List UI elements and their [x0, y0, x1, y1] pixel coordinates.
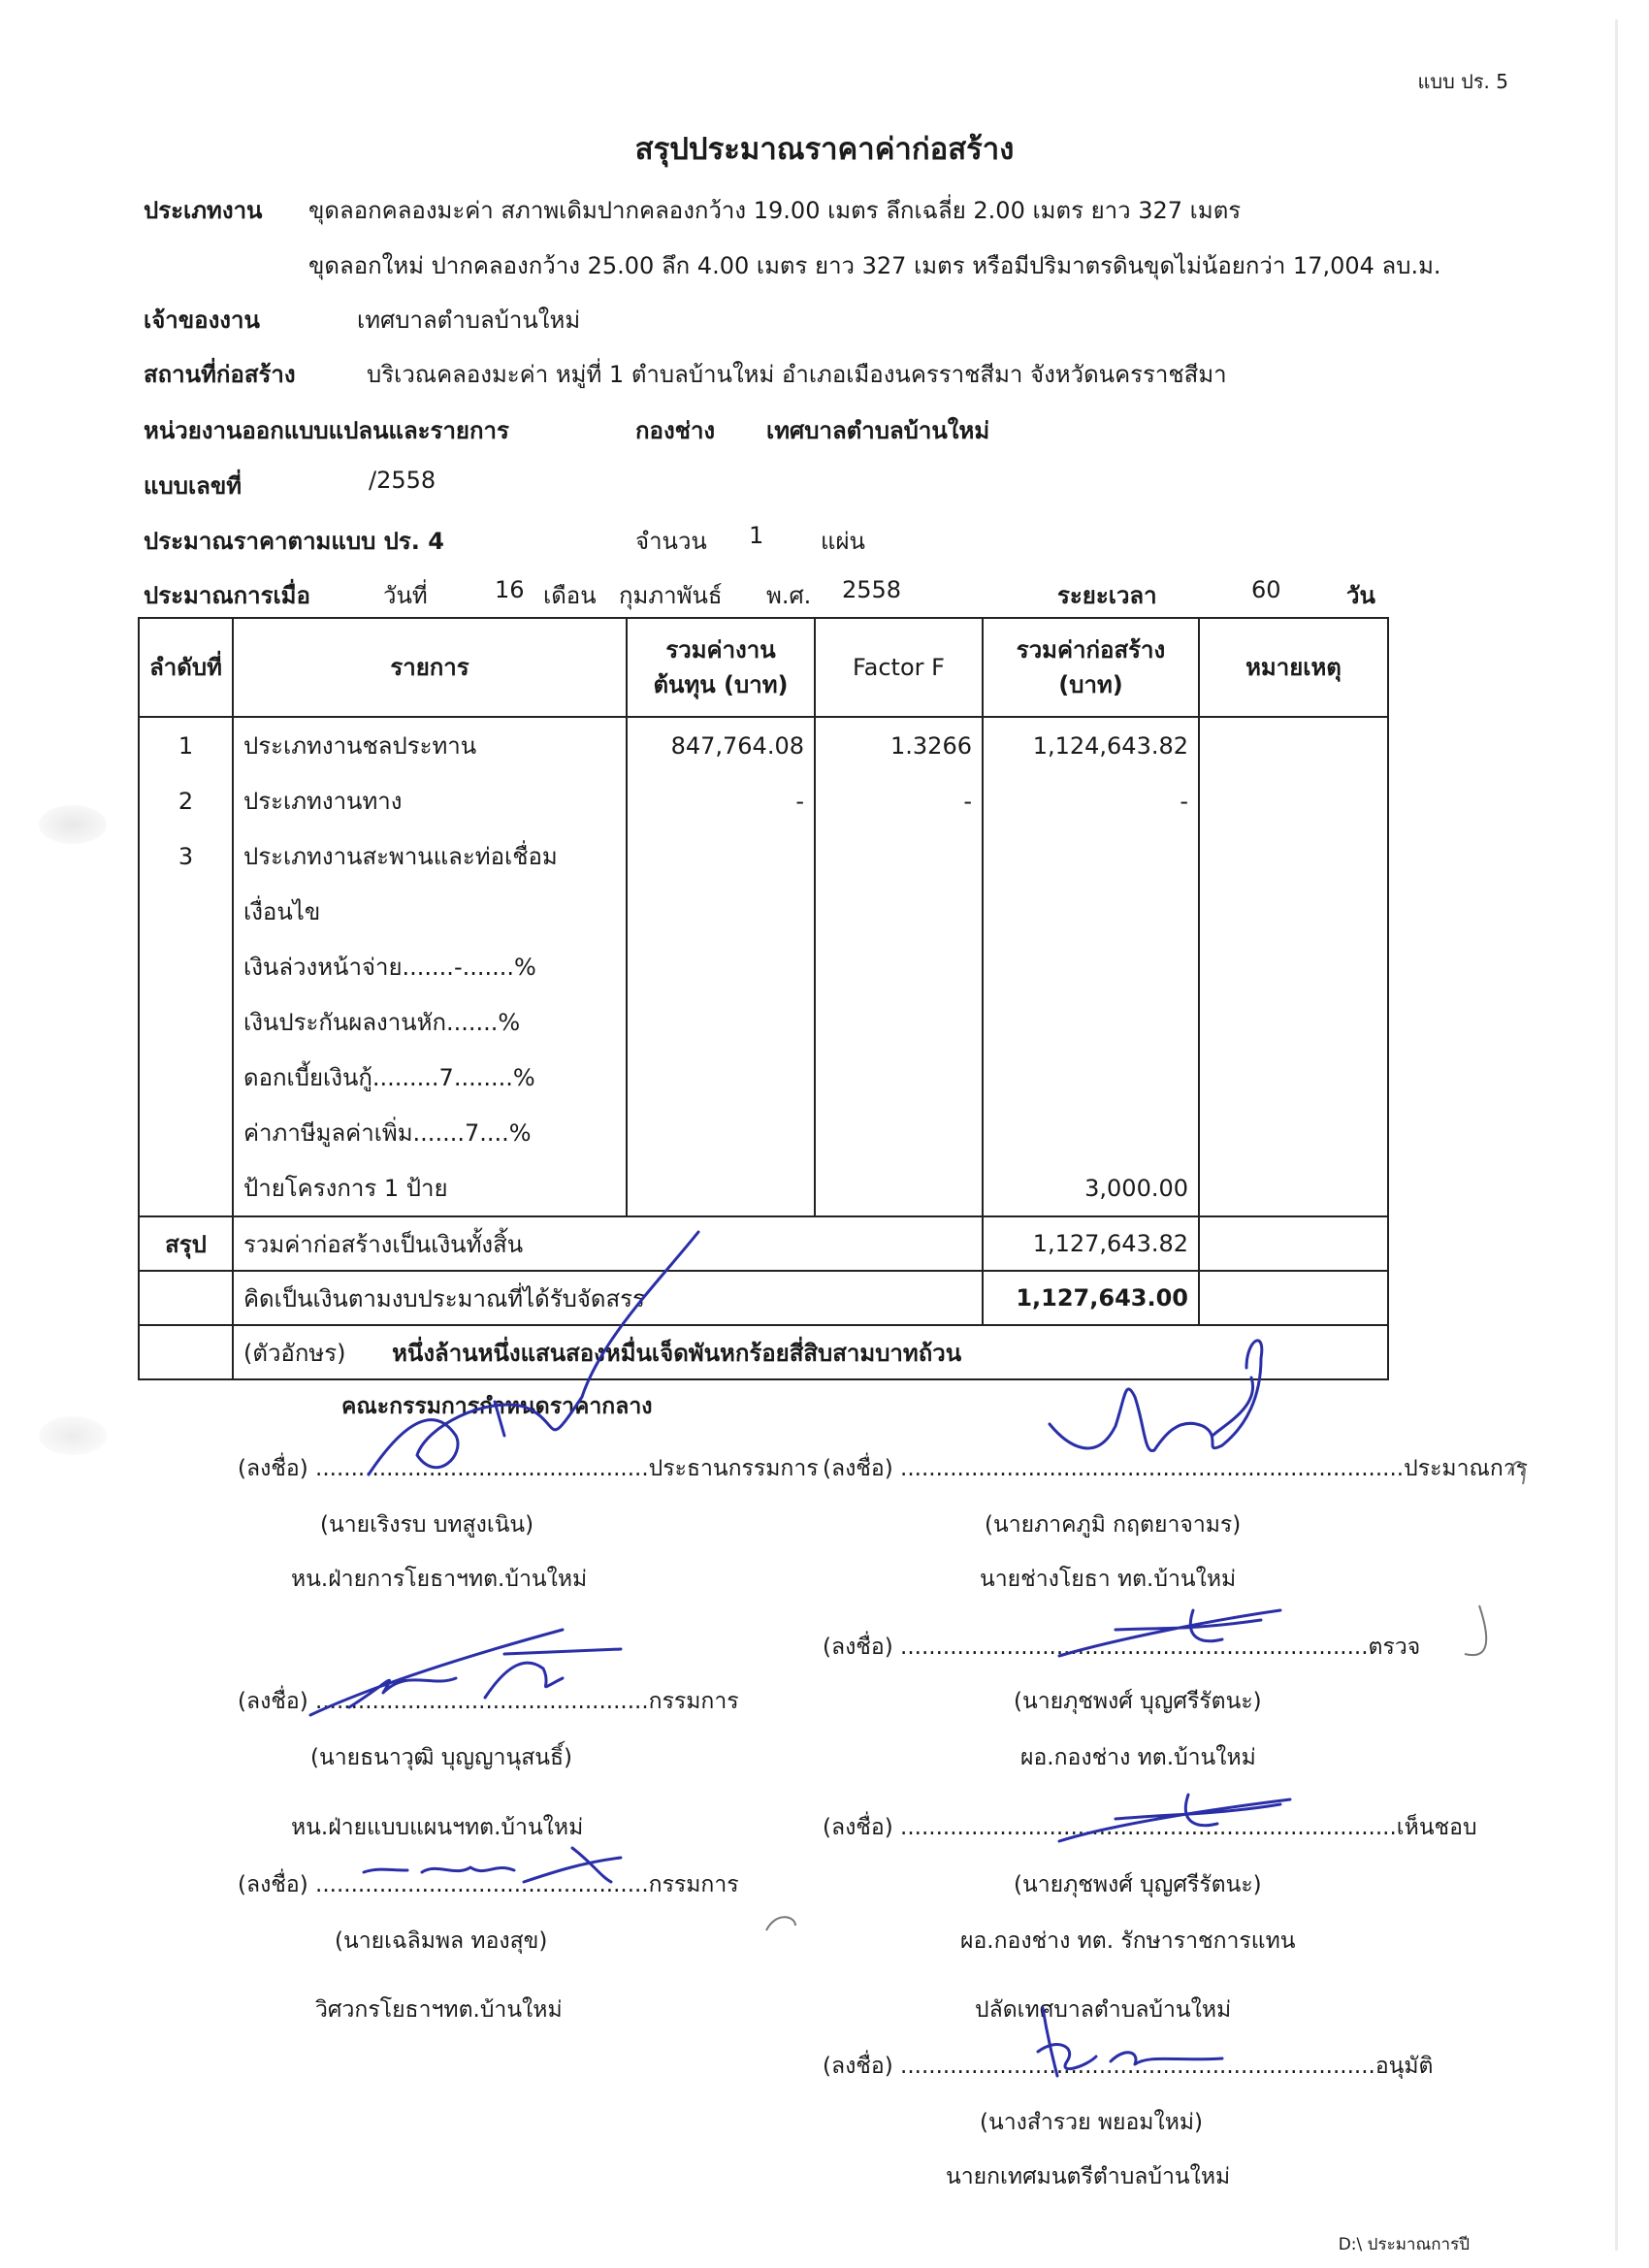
words-blank	[139, 1325, 233, 1379]
month-value: กุมภาพันธ์	[619, 582, 723, 609]
table-row	[139, 994, 1388, 1050]
cell-total	[983, 1050, 1199, 1105]
budget-total: 1,127,643.00	[983, 1271, 1199, 1325]
estimator-position: นายช่างโยธา ทต.บ้านใหม่	[980, 1567, 1237, 1592]
cell-no	[139, 1050, 233, 1105]
page-title: สรุปประมาณราคาค่าก่อสร้าง	[634, 132, 1015, 167]
cell-factor	[815, 828, 983, 884]
cell-item: ประเภทงานทาง	[233, 773, 627, 828]
cell-item: ประเภทงานสะพานและท่อเชื่อม	[233, 828, 627, 884]
summary-total-label: รวมค่าก่อสร้างเป็นเงินทั้งสิ้น	[233, 1216, 983, 1271]
design-unit-dept: กองช่าง	[635, 417, 716, 444]
page-edge	[1615, 19, 1618, 2251]
committee-title: คณะกรรมการกำหนดราคากลาง	[341, 1394, 653, 1419]
member2-role: กรรมการ	[648, 1872, 739, 1897]
cell-remark	[1199, 994, 1388, 1050]
plan-no-value: /2558	[369, 467, 436, 494]
member1-role: กรรมการ	[648, 1689, 739, 1714]
cell-factor	[815, 884, 983, 939]
cell-factor: -	[815, 773, 983, 828]
cell-no	[139, 884, 233, 939]
cell-no	[139, 939, 233, 994]
cell-cost	[627, 884, 815, 939]
member1-position: หน.ฝ่ายแบบแผนฯทต.บ้านใหม่	[291, 1815, 584, 1840]
estimator-role: ประมาณการ	[1404, 1456, 1529, 1481]
summary-total: 1,127,643.82	[983, 1216, 1199, 1271]
estimate-table	[138, 617, 1389, 1380]
job-type-row	[144, 191, 262, 229]
cell-cost: -	[627, 773, 815, 828]
site-value: บริเวณคลองมะค่า หมู่ที่ 1 ตำบลบ้านใหม่ อำเภอเมืองนครราชสีมา จังหวัดนครราชสีมา	[367, 361, 1227, 388]
job-type-line2: ขุดลอกใหม่ ปากคลองกว้าง 25.00 ลึก 4.00 เมตร ยาว 327 เมตร หรือมีปริมาตรดินขุดไม่น้อยกว่า 17,004 ลบ.ม.	[308, 252, 1441, 279]
chair-position: หน.ฝ่ายการโยธาฯทต.บ้านใหม่	[291, 1567, 588, 1592]
words-row	[139, 1325, 1388, 1379]
words-label: (ตัวอักษร)	[243, 1339, 346, 1367]
cell-cost	[627, 1105, 815, 1160]
cell-remark	[1199, 1160, 1388, 1216]
chair-name: (นายเริงรบ บทสูงเนิน)	[320, 1512, 534, 1538]
col-header-no: ลำดับที่	[139, 618, 233, 717]
member2-sign-line: (ลงชื่อ) ...............................................กรรมการ	[238, 1872, 739, 1897]
cell-item: ดอกเบี้ยเงินกู้.........7........%	[233, 1050, 627, 1105]
table-row	[139, 717, 1388, 773]
approver-pre-role: เห็นชอบ	[1396, 1815, 1477, 1840]
cell-total: 1,124,643.82	[983, 717, 1199, 773]
owner-value: เทศบาลตำบลบ้านใหม่	[357, 307, 581, 334]
cell-factor: 1.3266	[815, 717, 983, 773]
month-label: เดือน	[543, 582, 597, 609]
chair-sign-line: (ลงชื่อ) ...............................................ประธานกรรมการ	[238, 1456, 819, 1481]
table-row	[139, 773, 1388, 828]
margin-mark	[766, 1917, 795, 1930]
cell-item: ค่าภาษีมูลค่าเพิ่ม.......7....%	[233, 1105, 627, 1160]
estimator-name: (นายภาคภูมิ กฤตยาจามร)	[985, 1512, 1242, 1538]
approver-pre-title: ปลัดเทศบาลตำบลบ้านใหม่	[975, 1997, 1232, 2023]
member1-name: (นายธนาวุฒิ บุญญานุสนธิ์)	[310, 1745, 572, 1770]
day-label: วันที่	[383, 582, 428, 609]
cell-cost	[627, 828, 815, 884]
table-row	[139, 1105, 1388, 1160]
day-value: 16	[495, 576, 525, 603]
cell-total: -	[983, 773, 1199, 828]
cell-total	[983, 884, 1199, 939]
duration-value: 60	[1251, 576, 1281, 603]
cell-factor	[815, 994, 983, 1050]
col-header-item: รายการ	[233, 618, 627, 717]
approver-position: นายกเทศมนตรีตำบลบ้านใหม่	[946, 2164, 1231, 2189]
design-unit-label: หน่วยงานออกแบบแปลนและรายการ	[144, 417, 509, 444]
budget-remark	[1199, 1271, 1388, 1325]
estimate-count: 1	[749, 522, 764, 549]
owner-label: เจ้าของงาน	[144, 307, 260, 334]
scan-blemish	[39, 805, 107, 844]
chair-role: ประธานกรรมการ	[648, 1456, 819, 1481]
cell-factor	[815, 1105, 983, 1160]
cell-factor	[815, 1050, 983, 1105]
cell-remark	[1199, 884, 1388, 939]
words-value: หนึ่งล้านหนึ่งแสนสองหมื่นเจ็ดพันหกร้อยสี่สิบสามบาทถ้วน	[392, 1339, 962, 1367]
cell-total	[983, 994, 1199, 1050]
table-row	[139, 939, 1388, 994]
site-label: สถานที่ก่อสร้าง	[144, 361, 296, 388]
margin-mark	[1465, 1605, 1486, 1655]
member2-name: (นายเฉลิมพล ทองสุข)	[335, 1928, 548, 1954]
scan-blemish	[39, 1416, 107, 1455]
job-type-line1: ขุดลอกคลองมะค่า สภาพเดิมปากคลองกว้าง 19.00 เมตร ลึกเฉลี่ย 2.00 เมตร ยาว 327 เมตร	[308, 197, 1242, 224]
year-value: 2558	[842, 576, 902, 603]
col-header-total: รวมค่าก่อสร้าง (บาท)	[983, 618, 1199, 717]
checker-name: (นายภุชพงศ์ บุญศรีรัตนะ)	[1014, 1689, 1262, 1714]
document-form-id: แบบ ปร. 5	[1417, 70, 1508, 93]
cell-cost	[627, 1050, 815, 1105]
cell-cost	[627, 994, 815, 1050]
cell-no	[139, 1105, 233, 1160]
job-type-label: ประเภทงาน	[144, 197, 263, 224]
approver-name: (นางสำรวย พยอมใหม่)	[980, 2110, 1203, 2135]
estimate-date-label: ประมาณการเมื่อ	[144, 582, 310, 609]
plan-no-label: แบบเลขที่	[144, 472, 242, 500]
checker-role: ตรวจ	[1368, 1635, 1421, 1660]
checker-position: ผอ.กองช่าง ทต.บ้านใหม่	[1020, 1745, 1256, 1770]
table-row	[139, 884, 1388, 939]
cell-remark	[1199, 773, 1388, 828]
cell-total	[983, 828, 1199, 884]
checker-sign-line: (ลงชื่อ) ..................................................................ตรวจ	[823, 1635, 1421, 1660]
footer-file-path: D:\ ประมาณการปี	[1338, 2235, 1470, 2254]
approver-pre-position: ผอ.กองช่าง ทต. รักษาราชการแทน	[960, 1928, 1296, 1954]
cell-item: เงื่อนไข	[233, 884, 627, 939]
duration-label: ระยะเวลา	[1057, 582, 1157, 609]
summary-remark	[1199, 1216, 1388, 1271]
col-header-remark: หมายเหตุ	[1199, 618, 1388, 717]
cell-item: ป้ายโครงการ 1 ป้าย	[233, 1160, 627, 1216]
table-row	[139, 828, 1388, 884]
approver-sign-line: (ลงชื่อ) ...................................................................อนุมัติ	[823, 2054, 1434, 2079]
cell-total	[983, 939, 1199, 994]
table-row	[139, 1050, 1388, 1105]
cell-remark	[1199, 1050, 1388, 1105]
member1-sign-line: (ลงชื่อ) ...............................................กรรมการ	[238, 1689, 739, 1714]
cell-no: 2	[139, 773, 233, 828]
cell-no	[139, 1160, 233, 1216]
col-header-factor: Factor F	[815, 618, 983, 717]
approver-pre-sign-line: (ลงชื่อ) ......................................................................เห็นชอบ	[823, 1815, 1477, 1840]
table-row	[139, 1160, 1388, 1216]
duration-unit: วัน	[1346, 582, 1375, 609]
cell-no	[139, 994, 233, 1050]
cell-no: 3	[139, 828, 233, 884]
words-cell	[233, 1325, 1388, 1379]
estimator-sign-line: (ลงชื่อ) .......................................................................ประมาณการ	[823, 1456, 1529, 1481]
cell-remark	[1199, 828, 1388, 884]
budget-row	[139, 1271, 1388, 1325]
cell-item: เงินประกันผลงานหัก.......%	[233, 994, 627, 1050]
estimate-unit: แผ่น	[821, 528, 865, 555]
cell-total	[983, 1105, 1199, 1160]
cell-no: 1	[139, 717, 233, 773]
cell-cost: 847,764.08	[627, 717, 815, 773]
summary-label: สรุป	[139, 1216, 233, 1271]
col-header-cost: รวมค่างาน ต้นทุน (บาท)	[627, 618, 815, 717]
cell-total: 3,000.00	[983, 1160, 1199, 1216]
budget-blank	[139, 1271, 233, 1325]
cell-cost	[627, 939, 815, 994]
member2-position: วิศวกรโยธาฯทต.บ้านใหม่	[315, 1997, 563, 2023]
cell-remark	[1199, 1105, 1388, 1160]
cell-item: ประเภทงานชลประทาน	[233, 717, 627, 773]
cell-remark	[1199, 939, 1388, 994]
cell-remark	[1199, 717, 1388, 773]
year-label: พ.ศ.	[766, 582, 812, 609]
summary-row	[139, 1216, 1388, 1271]
approver-role: อนุมัติ	[1374, 2054, 1434, 2079]
estimate-form-label: ประมาณราคาตามแบบ ปร. 4	[144, 528, 444, 555]
cell-cost	[627, 1160, 815, 1216]
cell-factor	[815, 1160, 983, 1216]
cell-factor	[815, 939, 983, 994]
estimate-count-label: จำนวน	[635, 528, 707, 555]
budget-label: คิดเป็นเงินตามงบประมาณที่ได้รับจัดสรร	[233, 1271, 983, 1325]
cell-item: เงินล่วงหน้าจ่าย.......-.......%	[233, 939, 627, 994]
table-header-row	[139, 618, 1388, 717]
approver-pre-name: (นายภุชพงศ์ บุญศรีรัตนะ)	[1014, 1872, 1262, 1897]
design-unit-org: เทศบาลตำบลบ้านใหม่	[766, 417, 990, 444]
